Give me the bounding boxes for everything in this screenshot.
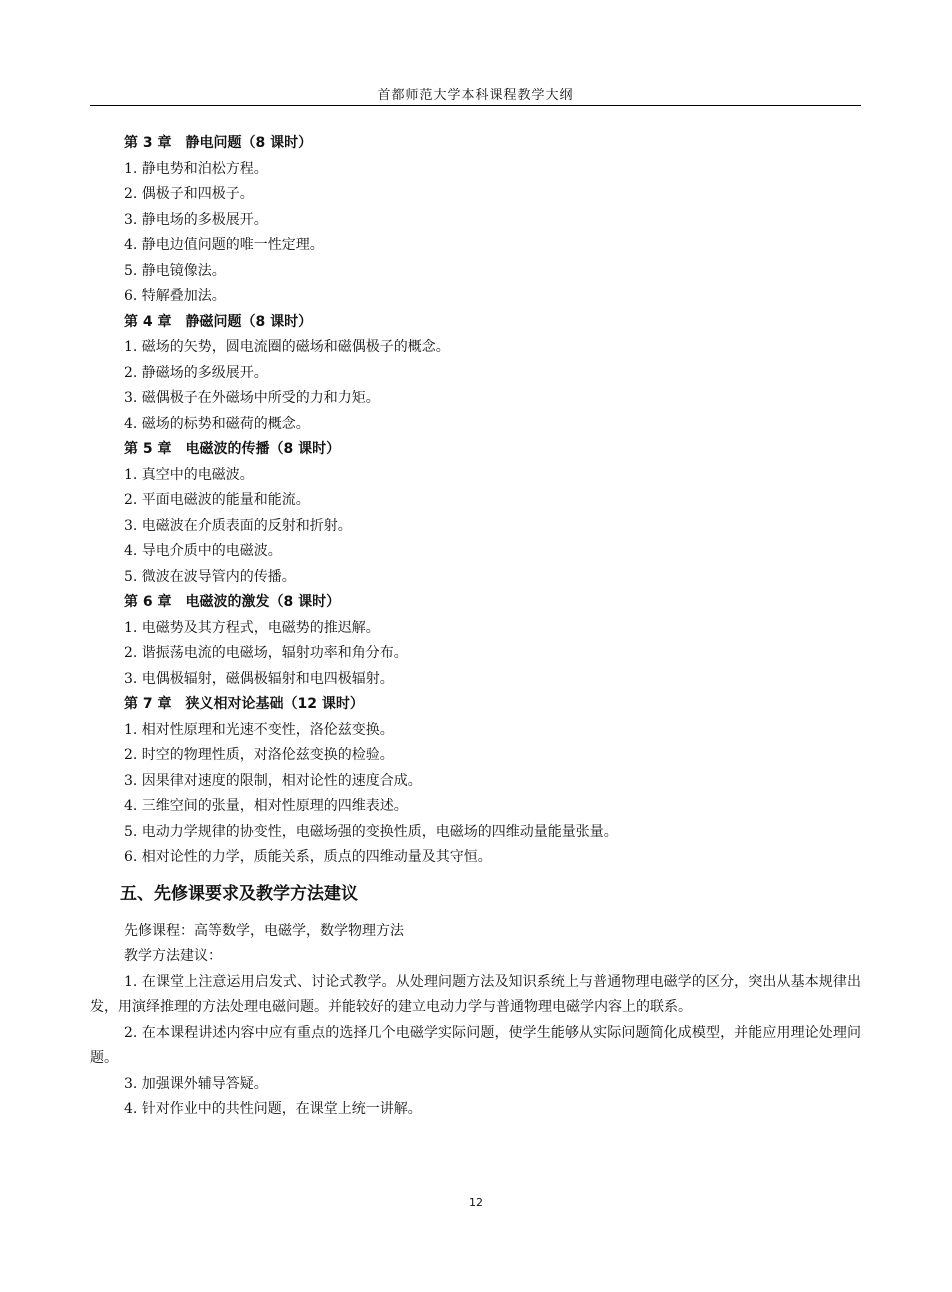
list-item: 3. 静电场的多极展开。 bbox=[124, 211, 268, 228]
list-item: 4. 导电介质中的电磁波。 bbox=[124, 543, 282, 559]
page-number: 12 bbox=[469, 1196, 483, 1209]
section-heading: 五、先修课要求及教学方法建议 bbox=[120, 883, 358, 904]
list-item: 2. 时空的物理性质，对洛伦兹变换的检验。 bbox=[124, 747, 394, 763]
list-item: 3. 因果律对速度的限制，相对论性的速度合成。 bbox=[124, 772, 422, 789]
chapter-6-title: 第 6 章 电磁波的激发（8 课时） bbox=[124, 594, 341, 610]
list-item: 4. 三维空间的张量，相对性原理的四维表述。 bbox=[124, 798, 408, 814]
list-item: 5. 静电镜像法。 bbox=[124, 262, 226, 279]
chapter-7-title: 第 7 章 狭义相对论基础（12 课时） bbox=[124, 696, 364, 712]
prerequisites-text: 先修课程：高等数学，电磁学，数学物理方法 bbox=[124, 922, 404, 939]
list-item: 1. 相对性原理和光速不变性，洛伦兹变换。 bbox=[124, 721, 394, 738]
list-item: 1. 电磁势及其方程式，电磁势的推迟解。 bbox=[124, 619, 380, 636]
header-divider bbox=[90, 105, 861, 106]
method-paragraph-2: 2. 在本课程讲述内容中应有重点的选择几个电磁学实际问题，使学生能够从实际问题简化成模型，并能应用理论处理问题。 bbox=[90, 1024, 861, 1066]
list-item: 4. 静电边值问题的唯一性定理。 bbox=[124, 237, 324, 253]
method-paragraph-4: 4. 针对作业中的共性问题，在课堂上统一讲解。 bbox=[124, 1101, 422, 1117]
list-item: 2. 谐振荡电流的电磁场，辐射功率和角分布。 bbox=[124, 645, 408, 661]
methods-label: 教学方法建议： bbox=[124, 948, 222, 964]
list-item: 5. 电动力学规律的协变性，电磁场强的变换性质，电磁场的四维动量能量张量。 bbox=[124, 823, 618, 840]
list-item: 5. 微波在波导管内的传播。 bbox=[124, 568, 296, 585]
list-item: 3. 磁偶极子在外磁场中所受的力和力矩。 bbox=[124, 390, 380, 406]
list-item: 3. 电磁波在介质表面的反射和折射。 bbox=[124, 517, 352, 534]
list-item: 1. 磁场的矢势，圆电流圈的磁场和磁偶极子的概念。 bbox=[124, 339, 450, 355]
list-item: 1. 真空中的电磁波。 bbox=[124, 466, 254, 483]
list-item: 2. 静磁场的多级展开。 bbox=[124, 364, 268, 381]
method-paragraph-3: 3. 加强课外辅导答疑。 bbox=[124, 1075, 268, 1092]
method-paragraph-1: 1. 在课堂上注意运用启发式、讨论式教学。从处理问题方法及知识系统上与普通物理电磁学的区分，突出从基本规律出发，用演绎推理的方法处理电磁问题。并能较好的建立电动力学与普通物理电磁学内容上的联系。 bbox=[90, 973, 861, 1015]
page-header: 首都师范大学本科课程教学大纲 bbox=[377, 88, 574, 103]
chapter-5-title: 第 5 章 电磁波的传播（8 课时） bbox=[124, 441, 341, 457]
page-content bbox=[90, 131, 861, 1123]
list-item: 1. 静电势和泊松方程。 bbox=[124, 160, 268, 177]
chapter-3-title: 第 3 章 静电问题（8 课时） bbox=[124, 135, 313, 151]
list-item: 2. 偶极子和四极子。 bbox=[124, 186, 254, 202]
list-item: 6. 特解叠加法。 bbox=[124, 288, 226, 304]
list-item: 2. 平面电磁波的能量和能流。 bbox=[124, 492, 310, 508]
list-item: 3. 电偶极辐射，磁偶极辐射和电四极辐射。 bbox=[124, 670, 394, 687]
chapter-4-title: 第 4 章 静磁问题（8 课时） bbox=[124, 313, 313, 330]
list-item: 6. 相对论性的力学，质能关系，质点的四维动量及其守恒。 bbox=[124, 849, 492, 865]
list-item: 4. 磁场的标势和磁荷的概念。 bbox=[124, 415, 310, 432]
